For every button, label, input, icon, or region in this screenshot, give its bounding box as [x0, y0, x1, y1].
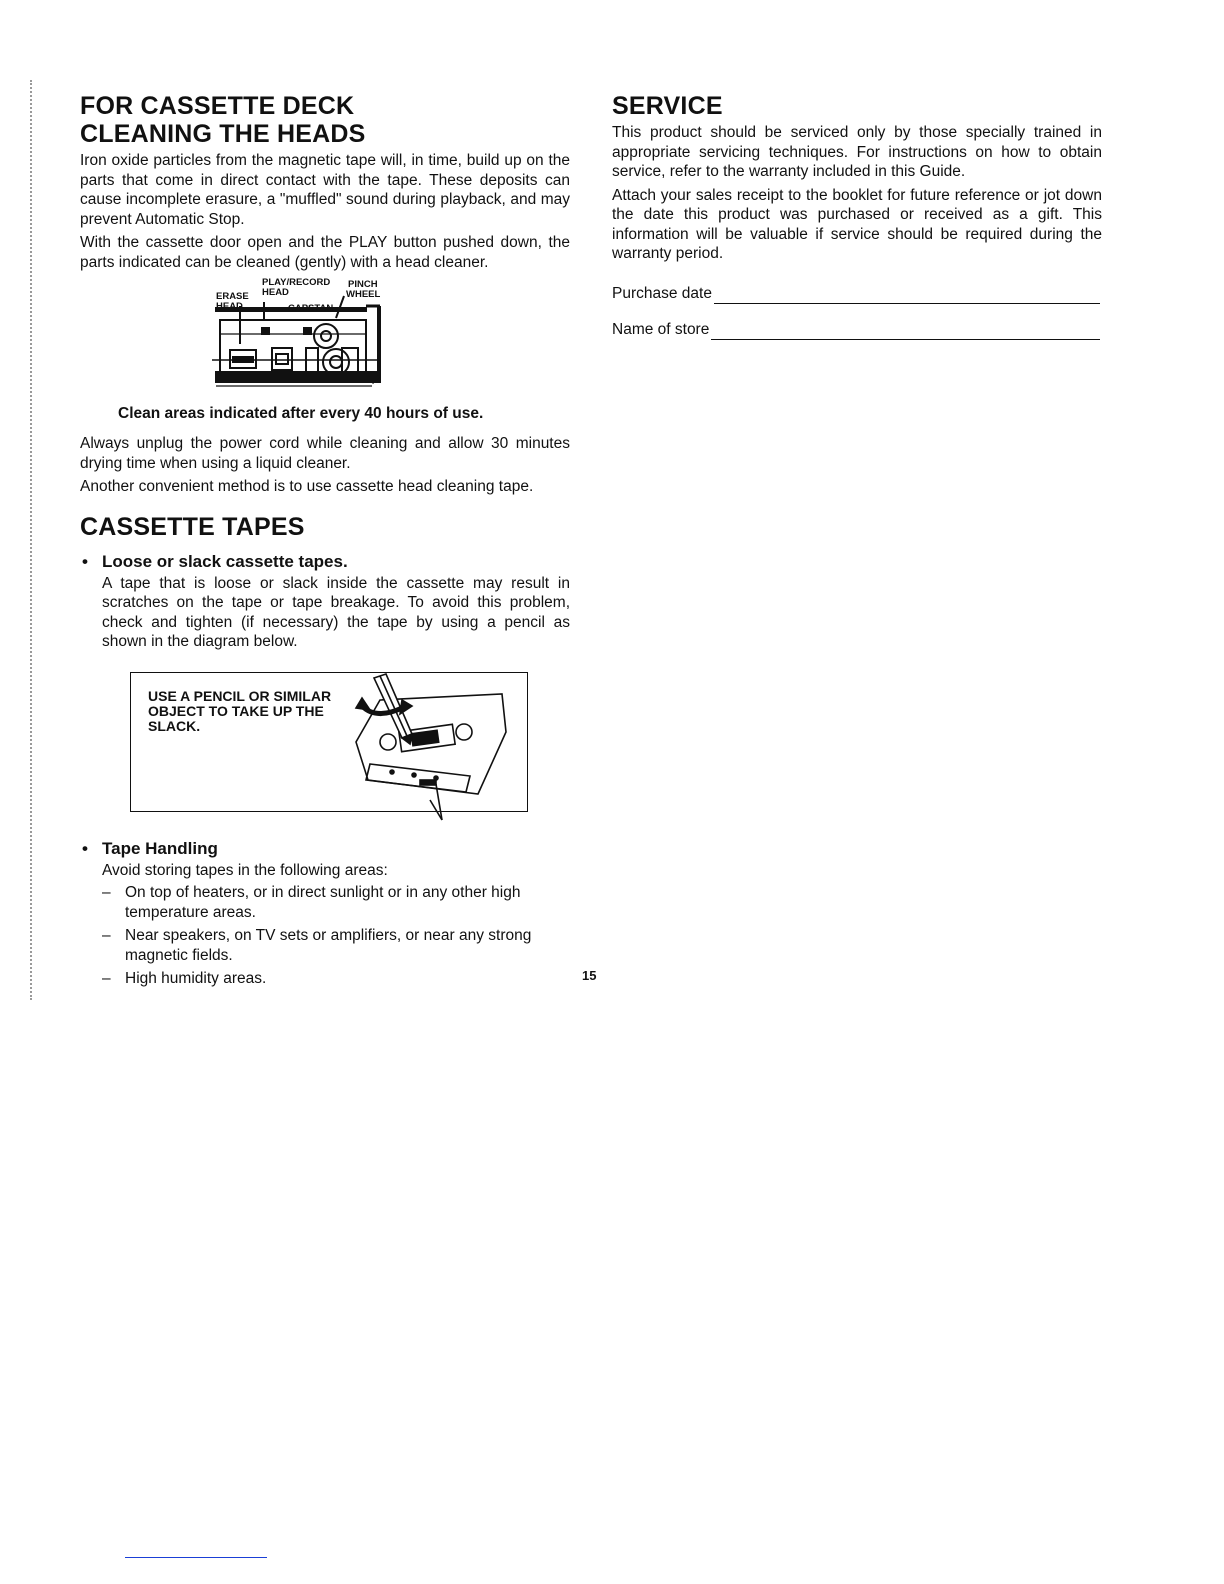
footer-rule: [125, 1557, 267, 1558]
dash-mark: –: [102, 927, 111, 944]
cassette-pencil-drawing: [130, 672, 530, 822]
bullet-tape-handling-title: Tape Handling: [102, 838, 218, 858]
dash-mark: –: [102, 970, 111, 987]
cleaning-paragraph-4: Another convenient method is to use cassette head cleaning tape.: [80, 478, 534, 495]
service-paragraph-1: This product should be serviced only by those specially trained in appropriate servicing techniques. For instructions on how to obtain service, refer to the warranty included in this Guide.: [612, 124, 1102, 180]
play-record-label-2: HEAD: [262, 287, 289, 298]
bullet-tape-handling: [80, 838, 570, 859]
play-record-label-1: PLAY/RECORD: [262, 277, 331, 288]
page-number: 15: [582, 968, 597, 983]
pencil-diagram-text: USE A PENCIL OR SIMILAR OBJECT TO TAKE UP THE SLACK.: [148, 687, 332, 734]
scan-edge: [30, 80, 32, 1000]
bullet-dot: •: [82, 551, 88, 571]
left-column: [80, 92, 570, 989]
pencil-diagram: [130, 672, 530, 822]
purchase-date-label: Purchase date: [612, 284, 712, 302]
service-paragraph-2: Attach your sales receipt to the booklet for future reference or jot down the date this product was purchased or received as a gift. This information will be valuable if service should be required during the warranty period.: [612, 186, 1102, 262]
heading-service: SERVICE: [612, 92, 723, 120]
bullet-loose-tapes: [80, 551, 570, 572]
store-name-label: Name of store: [612, 320, 710, 338]
storage-warning-heaters: [80, 883, 570, 923]
cleaning-paragraph-3: Always unplug the power cord while cleaning and allow 30 minutes drying time when using a liquid cleaner.: [80, 435, 570, 472]
erase-head-label-1: ERASE: [216, 291, 249, 302]
heading-cassette-deck: FOR CASSETTE DECK: [80, 92, 355, 120]
storage-warning-speakers: [80, 926, 570, 966]
cleaning-interval-caption: Clean areas indicated after every 40 hours of use.: [118, 405, 484, 422]
purchase-date-line[interactable]: [714, 289, 1100, 304]
storage-warning-speakers-text: Near speakers, on TV sets or amplifiers, or near any strong magnetic fields.: [125, 927, 532, 964]
dash-mark: –: [102, 884, 111, 901]
bullet-loose-tapes-title: Loose or slack cassette tapes.: [102, 551, 348, 571]
capstan-label: CAPSTAN: [288, 303, 334, 314]
cleaning-paragraph-1: Iron oxide particles from the magnetic tape will, in time, build up on the parts that come in direct contact with the tape. These deposits can cause incomplete erasure, a "muffled" sound during playback, and may prevent Automatic Stop.: [80, 152, 570, 228]
bullet-dot: •: [82, 838, 88, 858]
loose-tapes-paragraph: A tape that is loose or slack inside the cassette may result in scratches on the tape or tape breakage. To avoid this problem, check and tighten (if necessary) the tape by using a pencil as shown in the diagram below.: [102, 574, 570, 650]
storage-warning-humidity-text: High humidity areas.: [125, 970, 267, 987]
erase-head-label-2: HEAD: [216, 301, 243, 312]
heading-cassette-tapes: CASSETTE TAPES: [80, 512, 305, 541]
right-column: [612, 92, 1102, 340]
cleaning-paragraph-2: With the cassette door open and the PLAY button pushed down, the parts indicated can be cleaned (gently) with a head cleaner.: [80, 234, 570, 271]
store-name-line[interactable]: [711, 325, 1100, 340]
purchase-date-field: [612, 284, 1100, 304]
heading-cleaning-heads: CLEANING THE HEADS: [80, 120, 366, 148]
storage-warning-heaters-text: On top of heaters, or in direct sunlight or in any other high temperature areas.: [125, 884, 521, 921]
pinch-wheel-label-1: PINCH: [348, 279, 378, 290]
store-name-field: [612, 320, 1100, 340]
tape-head-diagram: [80, 278, 570, 400]
tape-head-drawing: [80, 278, 570, 400]
tape-handling-intro: Avoid storing tapes in the following areas:: [102, 861, 388, 879]
storage-warning-humidity: [80, 969, 570, 989]
pinch-wheel-label-2: WHEEL: [346, 289, 381, 300]
